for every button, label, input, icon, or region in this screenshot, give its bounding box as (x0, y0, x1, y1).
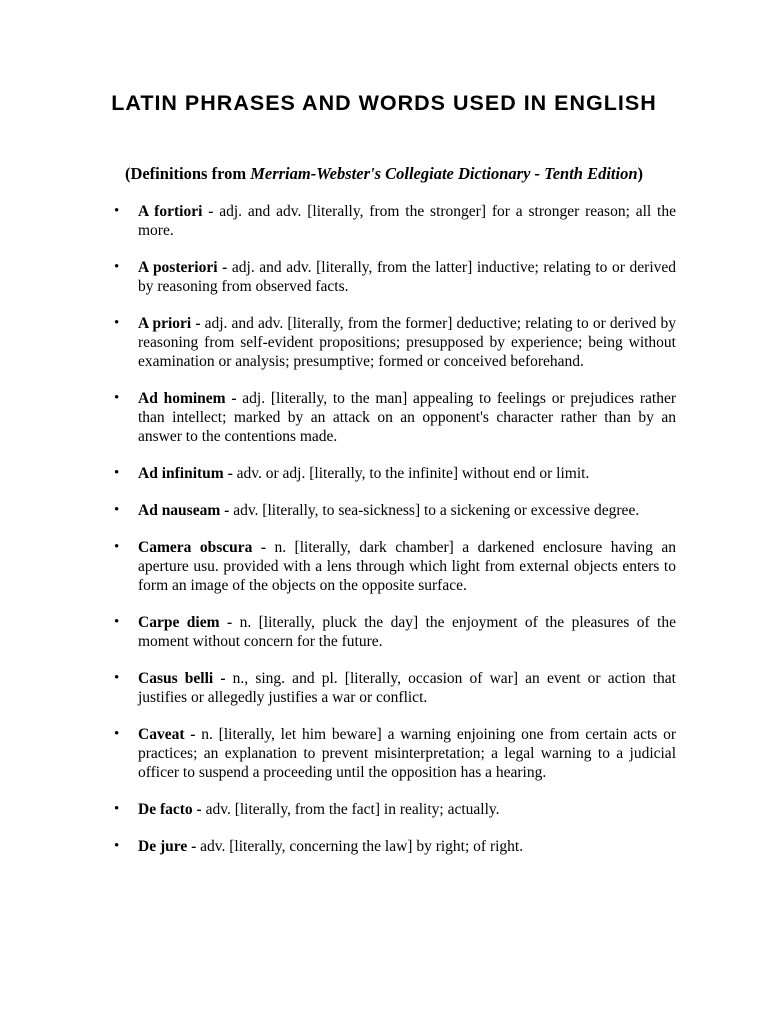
bullet-icon: • (114, 726, 120, 742)
entry-separator: - (220, 502, 234, 519)
entry-separator: - (223, 465, 237, 482)
entry-separator: - (217, 259, 232, 276)
entry-definition: adv. or adj. [literally, to the infinite] without end or limit. (236, 465, 590, 482)
entry-separator: - (219, 614, 240, 631)
entry-list (0, 202, 768, 856)
entry-term: Ad hominem (138, 390, 226, 407)
entry-separator: - (202, 203, 220, 220)
entry-separator: - (213, 670, 233, 687)
entry-text (138, 314, 676, 371)
list-item (0, 258, 768, 296)
page-subtitle (60, 163, 708, 185)
entry-term: A fortiori (138, 203, 203, 220)
entry-definition: adv. [literally, concerning the law] by right; of right. (200, 838, 524, 855)
entry-separator: - (184, 726, 202, 743)
page-title: LATIN PHRASES AND WORDS USED IN ENGLISH (111, 91, 657, 115)
entry-text (138, 258, 676, 296)
entry-text (138, 389, 676, 446)
entry-separator: - (191, 315, 205, 332)
entry-text (138, 725, 676, 782)
list-item (0, 538, 768, 595)
entry-text (138, 202, 676, 240)
list-item (0, 202, 768, 240)
entry-term: Carpe diem (138, 614, 220, 631)
subtitle-suffix: ) (637, 164, 644, 183)
entry-text (138, 538, 676, 595)
entry-term: A posteriori (138, 259, 218, 276)
bullet-icon: • (114, 315, 120, 331)
entry-definition: adv. [literally, to sea-sickness] to a sickening or excessive degree. (233, 502, 640, 519)
list-item (0, 669, 768, 707)
subtitle-source: Merriam-Webster's Collegiate Dictionary - Tenth Edition (250, 164, 638, 183)
entry-separator: - (252, 539, 275, 556)
bullet-icon: • (114, 203, 120, 219)
list-item (0, 501, 768, 520)
list-item (0, 464, 768, 483)
entry-term: De jure (138, 838, 188, 855)
entry-term: A priori (138, 315, 192, 332)
bullet-icon: • (114, 539, 120, 555)
entry-term: Ad infinitum (138, 465, 224, 482)
entry-definition: n., sing. and pl. [literally, occasion of war] an event or action that justifies or allegedly justifies a war or conflict. (138, 670, 676, 706)
entry-term: Camera obscura (138, 539, 253, 556)
entry-text (138, 837, 676, 856)
list-item (0, 613, 768, 651)
list-item (0, 389, 768, 446)
entry-term: Ad nauseam (138, 502, 221, 519)
entry-text (138, 669, 676, 707)
entry-text (138, 501, 676, 520)
entry-definition: n. [literally, dark chamber] a darkened enclosure having an aperture usu. provided with a lens through which light from external objects enters to form an image of the objects on the opposite surface. (138, 539, 676, 594)
entry-term: De facto (138, 801, 193, 818)
entry-definition: adj. and adv. [literally, from the latter] inductive; relating to or derived by reasoning from observed facts. (138, 259, 677, 295)
bullet-icon: • (114, 614, 120, 630)
bullet-icon: • (114, 801, 120, 817)
entry-definition: adv. [literally, from the fact] in reality; actually. (205, 801, 500, 818)
bullet-icon: • (114, 670, 120, 686)
entry-definition: n. [literally, let him beware] a warning enjoining one from certain acts or practices; an explanation to prevent misinterpretation; a legal warning to a judicial officer to suspend a proceeding until the opposition has a hearing. (138, 726, 676, 781)
entry-definition: adj. and adv. [literally, from the stronger] for a stronger reason; all the more. (138, 203, 676, 239)
bullet-icon: • (114, 838, 120, 854)
entry-definition: n. [literally, pluck the day] the enjoyment of the pleasures of the moment without concern for the future. (138, 614, 676, 650)
list-item (0, 725, 768, 782)
subtitle-prefix: (Definitions from (124, 164, 251, 183)
entry-text (138, 464, 676, 483)
bullet-icon: • (114, 390, 120, 406)
entry-text (138, 800, 676, 819)
list-item (0, 837, 768, 856)
bullet-icon: • (114, 465, 120, 481)
entry-separator: - (225, 390, 243, 407)
entry-separator: - (187, 838, 201, 855)
entry-definition: adj. [literally, to the man] appealing to feelings or prejudices rather than intellect; marked by an attack on an opponent's character rather than by an answer to the contentions made. (138, 390, 676, 445)
entry-text (138, 613, 676, 651)
entry-term: Casus belli (138, 670, 214, 687)
bullet-icon: • (114, 502, 120, 518)
bullet-icon: • (114, 259, 120, 275)
entry-separator: - (192, 801, 206, 818)
entry-term: Caveat (138, 726, 185, 743)
entry-definition: adj. and adv. [literally, from the former] deductive; relating to or derived by reasoning from self-evident propositions; presupposed by experience; being without examination or analysis; presumptive; formed or conceived beforehand. (138, 315, 676, 370)
list-item (0, 314, 768, 371)
list-item (0, 800, 768, 819)
